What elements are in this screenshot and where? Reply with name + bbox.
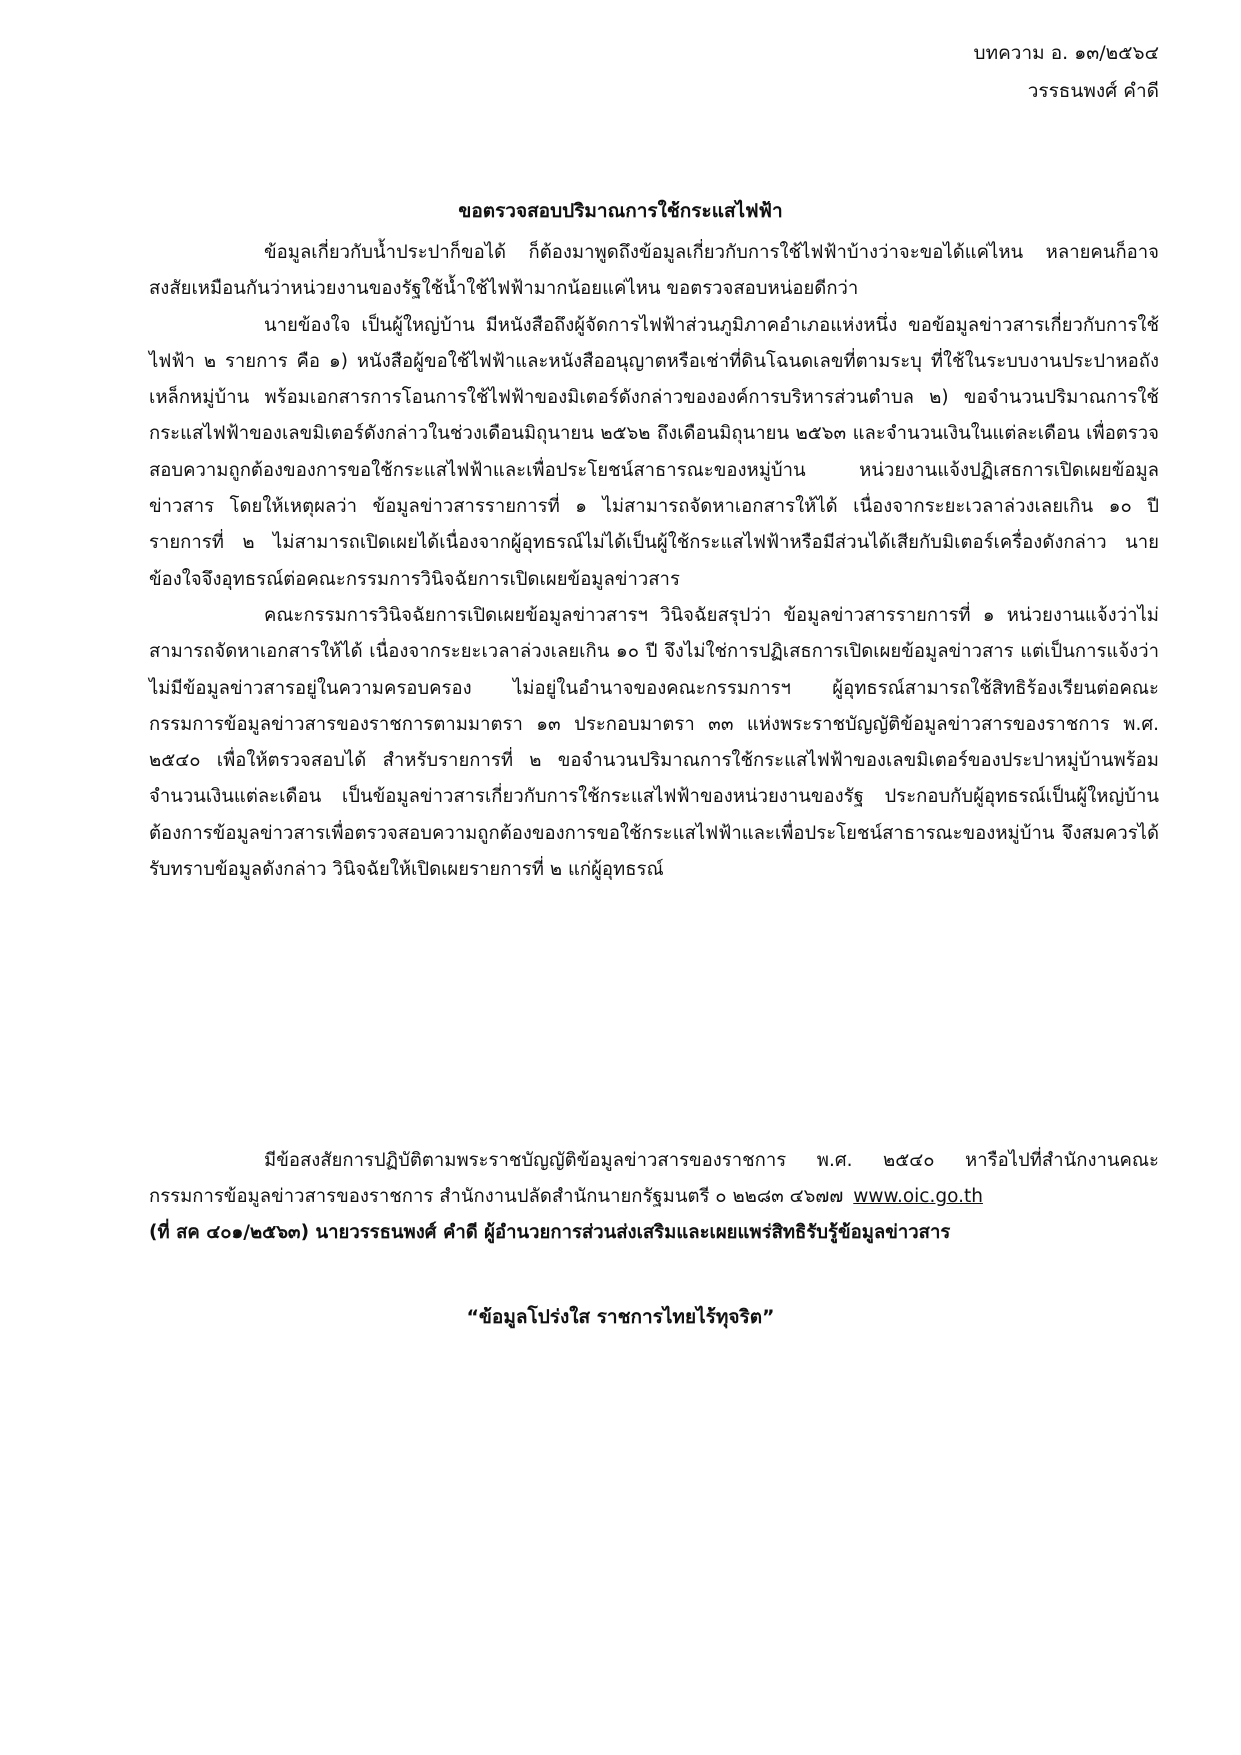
oic-website-link[interactable]: www.oic.go.th	[853, 1186, 983, 1208]
reference-line: (ที่ สค ๔๐๑/๒๕๖๓) นายวรรธนพงศ์ คำดี ผู้อำนวยการส่วนส่งเสริมและเผยแพร่สิทธิรับรู้ข้อมูลข่าวสาร	[149, 1222, 951, 1243]
paragraph-intro: ข้อมูลเกี่ยวกับน้ำประปาก็ขอได้ ก็ต้องมาพูดถึงข้อมูลเกี่ยวกับการใช้ไฟฟ้าบ้างว่าจะขอได้แค่ไหน หลายคนก็อาจสงสัยเหมือนกันว่าหน่วยงานของรัฐใช้น้ำใช้ไฟฟ้ามากน้อยแค่ไหน ขอตรวจสอบหน่อยดีกว่า	[149, 242, 1159, 300]
contact-text: มีข้อสงสัยการปฏิบัติตามพระราชบัญญัติข้อมูลข่าวสารของราชการ พ.ศ. ๒๕๔๐ หารือไปที่สำนักงานคณะกรรมการข้อมูลข่าวสารของราชการ สำนักงานปลัดสำนักนายกรัฐมนตรี ๐ ๒๒๘๓ ๔๖๗๗	[149, 1150, 1159, 1208]
contact-paragraph	[149, 1143, 1159, 1216]
article-title: ขอตรวจสอบปริมาณการใช้กระแสไฟฟ้า	[458, 200, 783, 222]
document-header	[974, 34, 1159, 110]
paragraph-ruling: คณะกรรมการวินิจฉัยการเปิดเผยข้อมูลข่าวสารฯ วินิจฉัยสรุปว่า ข้อมูลข่าวสารรายการที่ ๑ หน่วยงานแจ้งว่าไม่สามารถจัดหาเอกสารให้ได้ เนื่องจากระยะเวลาล่วงเลยเกิน ๑๐ ปี จึงไม่ใช่การปฏิเสธการเปิดเผยข้อมูลข่าวสาร แต่เป็นการแจ้งว่าไม่มีข้อมูลข่าวสารอยู่ในความครอบครอง ไม่อยู่ในอำนาจของคณะกรรมการฯ ผู้อุทธรณ์สามารถใช้สิทธิร้องเรียนต่อคณะกรรมการข้อมูลข่าวสารของราชการตามมาตรา ๑๓ ประกอบมาตรา ๓๓ แห่งพระราชบัญญัติข้อมูลข่าวสารของราชการ พ.ศ. ๒๕๔๐ เพื่อให้ตรวจสอบได้ สำหรับรายการที่ ๒ ขอจำนวนปริมาณการใช้กระแสไฟฟ้าของเลขมิเตอร์ของประปาหมู่บ้านพร้อมจำนวนเงินแต่ละเดือน เป็นข้อมูลข่าวสารเกี่ยวกับการใช้กระแสไฟฟ้าของหน่วยงานของรัฐ ประกอบกับผู้อุทธรณ์เป็นผู้ใหญ่บ้านต้องการข้อมูลข่าวสารเพื่อตรวจสอบความถูกต้องของการขอใช้กระแสไฟฟ้าและเพื่อประโยชน์สาธารณะของหมู่บ้าน จึงสมควรได้รับทราบข้อมูลดังกล่าว วินิจฉัยให้เปิดเผยรายการที่ ๒ แก่ผู้อุทธรณ์	[149, 604, 1159, 881]
article-body	[149, 235, 1159, 888]
contact-block	[149, 1143, 1159, 1216]
slogan: “ข้อมูลโปร่งใส ราชการไทยไร้ทุจริต”	[466, 1306, 775, 1328]
author-name: วรรธนพงศ์ คำดี	[1027, 80, 1159, 102]
paragraph-case: นายข้องใจ เป็นผู้ใหญ่บ้าน มีหนังสือถึงผู้จัดการไฟฟ้าส่วนภูมิภาคอำเภอแห่งหนึ่ง ขอข้อมูลข่าวสารเกี่ยวกับการใช้ไฟฟ้า ๒ รายการ คือ ๑) หนังสือผู้ขอใช้ไฟฟ้าและหนังสืออนุญาตหรือเช่าที่ดินโฉนดเลขที่ตามระบุ ที่ใช้ในระบบงานประปาหอถังเหล็กหมู่บ้าน พร้อมเอกสารการโอนการใช้ไฟฟ้าของมิเตอร์ดังกล่าวขององค์การบริหารส่วนตำบล ๒) ขอจำนวนปริมาณการใช้กระแสไฟฟ้าของเลขมิเตอร์ดังกล่าวในช่วงเดือนมิถุนายน ๒๕๖๒ ถึงเดือนมิถุนายน ๒๕๖๓ และจำนวนเงินในแต่ละเดือน เพื่อตรวจสอบความถูกต้องของการขอใช้กระแสไฟฟ้าและเพื่อประโยชน์สาธารณะของหมู่บ้าน หน่วยงานแจ้งปฏิเสธการเปิดเผยข้อมูลข่าวสาร โดยให้เหตุผลว่า ข้อมูลข่าวสารรายการที่ ๑ ไม่สามารถจัดหาเอกสารให้ได้ เนื่องจากระยะเวลาล่วงเลยเกิน ๑๐ ปี รายการที่ ๒ ไม่สามารถเปิดเผยได้เนื่องจากผู้อุทธรณ์ไม่ได้เป็นผู้ใช้กระแสไฟฟ้าหรือมีส่วนได้เสียกับมิเตอร์เครื่องดังกล่าว นายข้องใจจึงอุทธรณ์ต่อคณะกรรมการวินิจฉัยการเปิดเผยข้อมูลข่าวสาร	[149, 314, 1159, 590]
article-number: บทความ อ. ๑๓/๒๕๖๔	[973, 42, 1159, 64]
